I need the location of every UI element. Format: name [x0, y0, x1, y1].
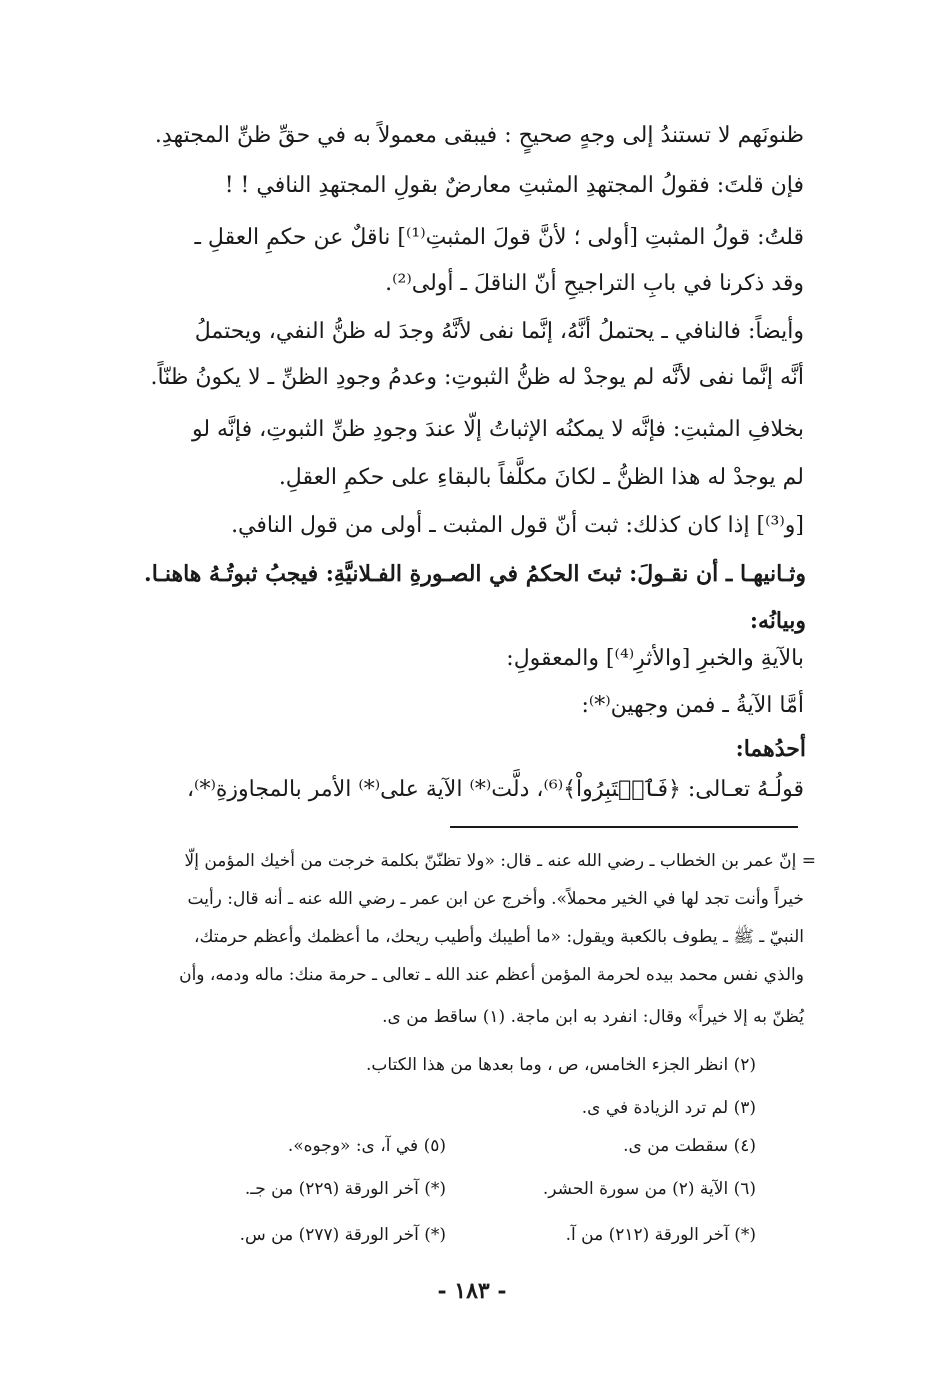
body-line: بالآيةِ والخبرِ [والأثرِ⁽⁴⁾] والمعقولِ:	[506, 646, 804, 671]
footnote-line: النبيّ ـ ﷺ ـ يطوف بالكعبة ويقول: «ما أطيبك وأطيب ريحك، ما أعظمك وأعظم حرمتك،	[194, 927, 804, 947]
body-line: [و⁽³⁾] إذا كان كذلك: ثبت أنّ قول المثبت ـ أولى من قول النافي.	[231, 513, 804, 538]
page-number: - ١٨٣ -	[437, 1278, 507, 1304]
body-line: وبيانُه:	[749, 608, 806, 634]
body-line: قلتُ: قولُ المثبتِ [أولى ؛ لأنَّ قولَ المثبتِ⁽¹⁾] ناقلٌ عن حكمِ العقلِ ـ	[194, 225, 804, 250]
footnote-item: (*) آخر الورقة (٢٢٩) من جـ.	[244, 1179, 446, 1199]
body-line: أمَّا الآيةُ ـ فمن وجهين⁽*⁾:	[581, 693, 804, 718]
footnote-line: والذي نفس محمد بيده لحرمة المؤمن أعظم عند الله ـ تعالى ـ حرمة منك: ماله ودمه، وأن	[179, 965, 804, 985]
body-line: لم يوجدْ له هذا الظنُّ ـ لكانَ مكلَّفاً بالبقاءِ على حكمِ العقلِ.	[278, 465, 804, 490]
body-line: وثـانيهـا ـ أن نقـولَ: ثبتَ الحكمُ في الصـورةِ الفـلانيَّةِ: فيجبُ ثبوتُـهُ هاهنـا.	[144, 561, 806, 587]
footnote-item: (٤) سقطت من ى.	[623, 1136, 756, 1156]
body-line: وأيضاً: فالنافي ـ يحتملُ أنَّهُ، إنَّما نفى لأنَّهُ وجدَ له ظنُّ النفي، ويحتملُ	[194, 319, 804, 344]
body-line: قولُـهُ تعـالى: ﴿فَٱعۡتَبِرُواْ﴾⁽⁶⁾، دلَّت⁽*⁾ الآية على⁽*⁾ الأمر بالمجاوزةِ⁽*⁾،	[186, 777, 804, 802]
footnote-item: (*) آخر الورقة (٢١٢) من آ.	[565, 1225, 756, 1245]
footnote-line: خيراً وأنت تجد لها في الخير محملاً». وأخرج عن ابن عمر ـ رضي الله عنه ـ أنه قال: رأيت	[187, 889, 804, 909]
body-line: أنَّه إنَّما نفى لأنَّه لم يوجدْ له ظنُّ الثبوتِ: وعدمُ وجودِ الظنِّ ـ لا يكونُ ظنّاً.	[150, 365, 804, 390]
footnote-item: (٣) لم ترد الزيادة في ى.	[581, 1098, 756, 1118]
footnote-item: (٦) الآية (٢) من سورة الحشر.	[542, 1179, 756, 1199]
body-line: ظنونَهم لا تستندُ إلى وجهٍ صحيحٍ : فيبقى معمولاً به في حقِّ ظنِّ المجتهدِ.	[154, 123, 804, 148]
footnote-separator	[450, 826, 798, 828]
body-line: بخلافِ المثبتِ: فإنَّه لا يمكنُه الإثباتُ إلّا عندَ وجودِ ظنِّ الثبوتِ، فإنَّه لو	[191, 417, 804, 442]
footnote-item: (٥) في آ، ى: «وجوه».	[287, 1136, 446, 1156]
footnote-line: = إنّ عمر بن الخطاب ـ رضي الله عنه ـ قال: «ولا تظنّنّ بكلمة خرجت من أخيك المؤمن إلّا	[184, 851, 816, 871]
footnote-item: (*) آخر الورقة (٢٧٧) من س.	[239, 1225, 446, 1245]
body-line: وقد ذكرنا في بابِ التراجيحِ أنّ الناقلَ ـ أولى⁽²⁾.	[385, 271, 804, 296]
footnote-line: يُظنّ به إلا خيراً» وقال: انفرد به ابن ماجة. (١) ساقط من ى.	[382, 1007, 804, 1027]
body-line: أحدُهما:	[735, 736, 806, 762]
footnote-item: (٢) انظر الجزء الخامس، ص ، وما بعدها من هذا الكتاب.	[365, 1055, 756, 1075]
body-line: فإن قلتَ: فقولُ المجتهدِ المثبتِ معارضٌ بقولِ المجتهدِ النافي ! !	[224, 173, 804, 198]
